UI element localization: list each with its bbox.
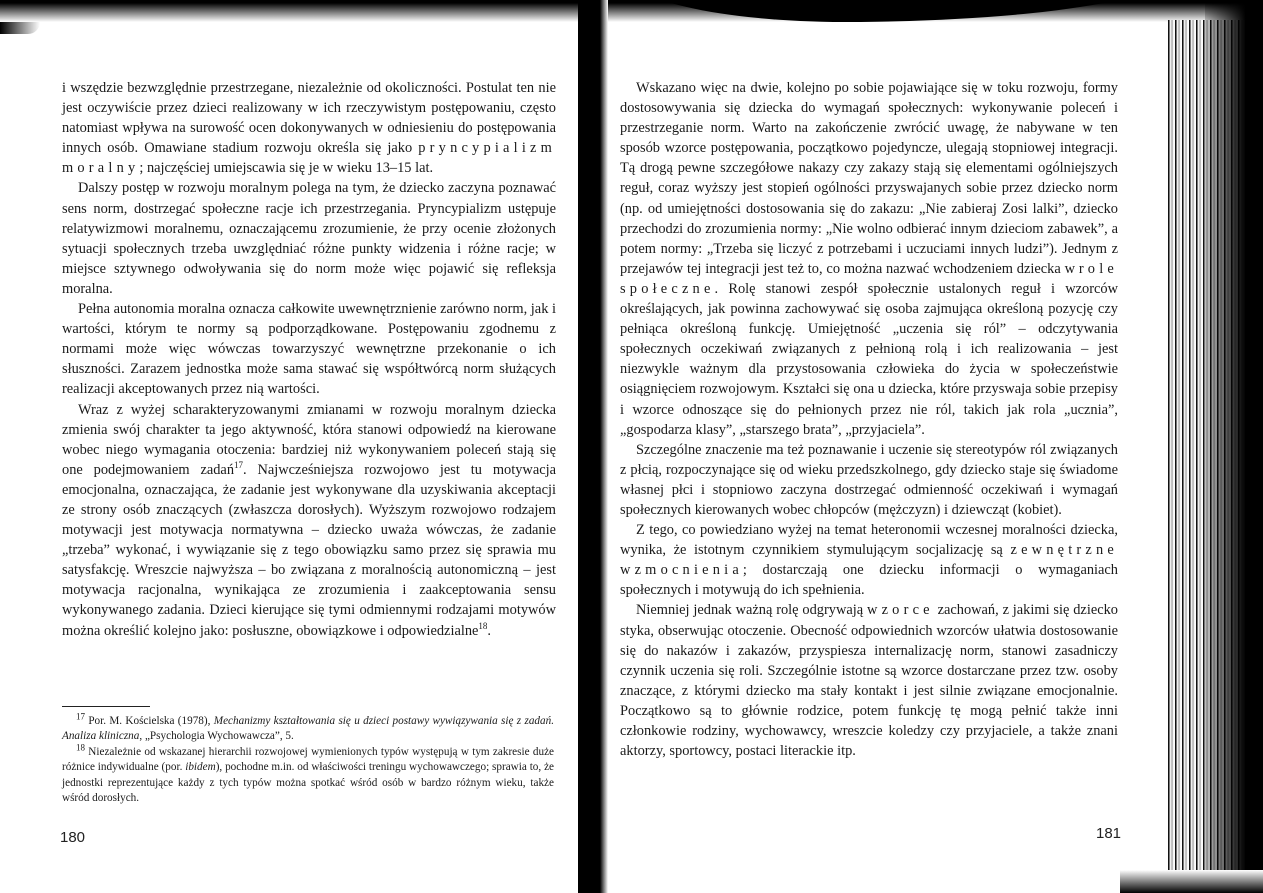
paragraph — [620, 440, 1118, 520]
footnote-reference: 18 — [478, 620, 488, 631]
footnote-reference: 18 — [76, 742, 85, 753]
right-page — [620, 78, 1118, 761]
paragraph — [620, 600, 1118, 761]
footnotes — [62, 711, 554, 806]
italic-title: ibidem — [185, 761, 216, 774]
text-run: Z tego, co powiedziano wyżej na temat heteronomii wczesnej moralności dziecka, wynika, że istotnym czynnikiem stymulującym socjalizację są — [620, 522, 1118, 559]
text-run: , „Psychologia Wychowawcza”, 5. — [139, 730, 294, 743]
text-run: ), pochodne m.in. od właściwości treningu wychowawczego; sprawia to, że jednostki reprezentujące każdy z tych typów można spotkać wśród osób w bardzo różnym wieku, także wśród dorosłych. — [62, 761, 554, 805]
book-gutter — [578, 0, 600, 893]
paragraph — [62, 400, 556, 641]
scan-corner-shadow — [0, 22, 40, 34]
paragraph — [620, 520, 1118, 600]
page-number-left: 180 — [60, 829, 86, 846]
text-run: i wszędzie bezwzględnie przestrzegane, niezależnie od okoliczności. Postulat ten nie jest oczywiście przez dzieci realizowany w ich rzeczywistym postępowaniu, często natomiast wpływa na surowość ocen dokonywanych w odniesieniu do postępowania innych osób. Omawiane stadium rozwoju określa się jako — [62, 80, 556, 157]
text-run: Szczególne znaczenie ma też poznawanie i uczenie się stereotypów ról związanych z płcią, rozpoczynające się od wieku przedszkolnego, gdy dziecko staje się świadome własnej płci i stopniowo zaczyna dostrzegać odmienność oczekiwań i wymagań społecznych kierowanych wobec chłopców (mężczyzn) i dziewcząt (kobiet). — [620, 441, 1118, 518]
text-run: . Rolę stanowi zespół społecznie ustalonych reguł i wzorców określających, jak powinna zachowywać się osoba zajmująca określoną pozycję czy pełniąca określoną funkcję. Umiejętność „uczenia się ról” – odczytywania społecznych oczekiwań związanych z pełnioną rolą i ich realizowania – jest niezwykle ważnym dla przystosowania człowieka do życia w społeczeństwie osiągnięciem rozwojowym. Kształci się ona u dziecka, które przyswaja sobie przepisy i wzorce odnoszące się do pełnionych przez nie ról, takich jak rola „ucznia”, „gospodarza klasy”, „starszego brata”, „przyjaciela”. — [620, 280, 1118, 438]
book-gutter-shadow — [600, 0, 608, 893]
emphasized-term: pryncypializm moralny — [62, 140, 556, 177]
emphasized-term: zewnętrzne wzmocnienia — [620, 542, 1118, 579]
paragraph — [620, 78, 1118, 440]
text-run: ; najczęściej umiejscawia się je w wieku 13–15 lat. — [139, 160, 434, 177]
emphasized-term: role społeczne — [620, 260, 1118, 297]
paragraph — [62, 78, 556, 178]
emphasized-term: wzorce — [867, 602, 934, 619]
text-run: Niemniej jednak ważną rolę odgrywają — [636, 602, 867, 619]
footnote-divider — [62, 706, 150, 707]
page-edges-shadow — [1205, 0, 1263, 893]
text-run: Dalszy postęp w rozwoju moralnym polega na tym, że dziecko zaczyna poznawać sens norm, dostrzegać społeczne racje ich przestrzegania. Pryncypializm ustępuje relatywizmowi moralnemu, oznaczającemu zrozumienie, że przy ocenie złożonych sytuacji społecznych trzeba uwzględniać różne punkty widzenia i różne racje; w miejsce sztywnego odwoływania się do norm może więc pojawić się refleksja moralna. — [62, 180, 556, 297]
text-run: zachowań, z jakimi się dziecko styka, obserwując otoczenie. Obecność odpowiednich wzorców ułatwia dostosowanie się do nakazów i zakazów, przyspiesza internalizację norm, stanowi zasadniczy czynnik uczenia się roli. Szczególnie istotne są wzorce dostarczane przez tzw. osoby znaczące, z którymi dziecko ma stały kontakt i jest silnie związane emocjonalnie. Początkowo są to głównie rodzice, potem funkcję tę mogą pełnić także inni członkowie rodziny, wychowawcy, wreszcie koledzy czy przyjaciele, a także znani aktorzy, sportowcy, postaci literackie itp. — [620, 602, 1118, 760]
footnote — [62, 711, 554, 745]
scan-bottom-shadow — [1120, 870, 1263, 893]
italic-title: Mechanizmy kształtowania się u dzieci postawy wywiązywania się z zadań. Analiza kliniczna — [62, 715, 554, 743]
text-run: Wraz z wyżej scharakteryzowanymi zmianami w rozwoju moralnym dziecka zmienia swój charakter ta jego aktywność, która stanowi odpowiedź na kierowane wobec niego wymagania otoczenia: bardziej niż wykonywaniem poleceń stają się one podejmowaniem zadań — [62, 401, 556, 478]
page-number-right: 181 — [1096, 825, 1122, 842]
text-run: Pełna autonomia moralna oznacza całkowite uwewnętrznienie zarówno norm, jak i wartości, którym te normy są podporządkowane. Postępowaniu zgodnemu z normami może więc wówczas towarzyszyć wewnętrzne przekonanie o ich słuszności. Zarazem jednostka może sama stawać się współtwórcą norm służących realizacji akceptowanych przez nią wartości. — [62, 301, 556, 398]
paragraph — [62, 299, 556, 399]
left-page — [62, 78, 556, 641]
footnote-reference: 17 — [234, 459, 244, 470]
footnote-reference: 17 — [76, 711, 85, 722]
text-run: Wskazano więc na dwie, kolejno po sobie pojawiające się w toku rozwoju, formy dostosowywania się dziecka do wymagań społecznych: wykonywanie poleceń i przestrzeganie norm. Warto na zakończenie zwrócić uwagę, że nabywane w ten sposób wzorce postępowania, początkowo pojedyncze, ulegają stopniowej integracji. Tą drogą pewne szczegółowe nakazy czy zakazy stają się elementami ogólniejszych reguł, coraz wyższy jest stopień ogólności przyswajanych sobie przez dziecko norm (np. od umiejętności dostosowania się do zakazu: „Nie zabieraj Zosi lalki”, dziecko przechodzi do zrozumienia normy: „Nie wolno odbierać innym dzieciom zabawek”, a potem normy: „Trzeba się liczyć z potrzebami i uczuciami innych ludzi”). Jednym z przejawów tej integracji jest też to, co można nazwać wchodzeniem dziecka w — [620, 80, 1118, 277]
paragraph — [62, 178, 556, 299]
text-run: Por. M. Kościelska (1978), — [85, 715, 214, 727]
text-run: . Najwcześniejsza rozwojowo jest tu motywacja emocjonalna, oznaczająca, że zadanie jest wykonywane dla uzyskiwania akceptacji ze strony osób znaczących (zwłaszcza dorosłych). Wyższym rozwojowo rodzajem motywacji jest motywacja normatywna – dziecko uważa wówczas, że zadanie „trzeba” wykonać, i wywiązanie się z tego obowiązku samo przez się sprawia mu satysfakcję. Wreszcie najwyższa – bo związana z moralnością autonomiczną – jest motywacja racjonalna, wynikająca ze zrozumienia i zaakceptowania sensu wykonywanego zadania. Dzieci kierujące się tymi odmiennymi rodzajami motywów można określić kolejno jako: posłuszne, obowiązkowe i odpowiedzialne — [62, 461, 556, 639]
footnote — [62, 742, 554, 807]
text-run: ; dostarczają one dziecku informacji o wymaganiach społecznych i motywują do ich spełnienia. — [620, 562, 1118, 599]
text-run: Niezależnie od wskazanej hierarchii rozwojowej wymienionych typów występują w tym zakresie duże różnice indywidualne (por. — [62, 745, 554, 774]
text-run: . — [487, 622, 492, 639]
